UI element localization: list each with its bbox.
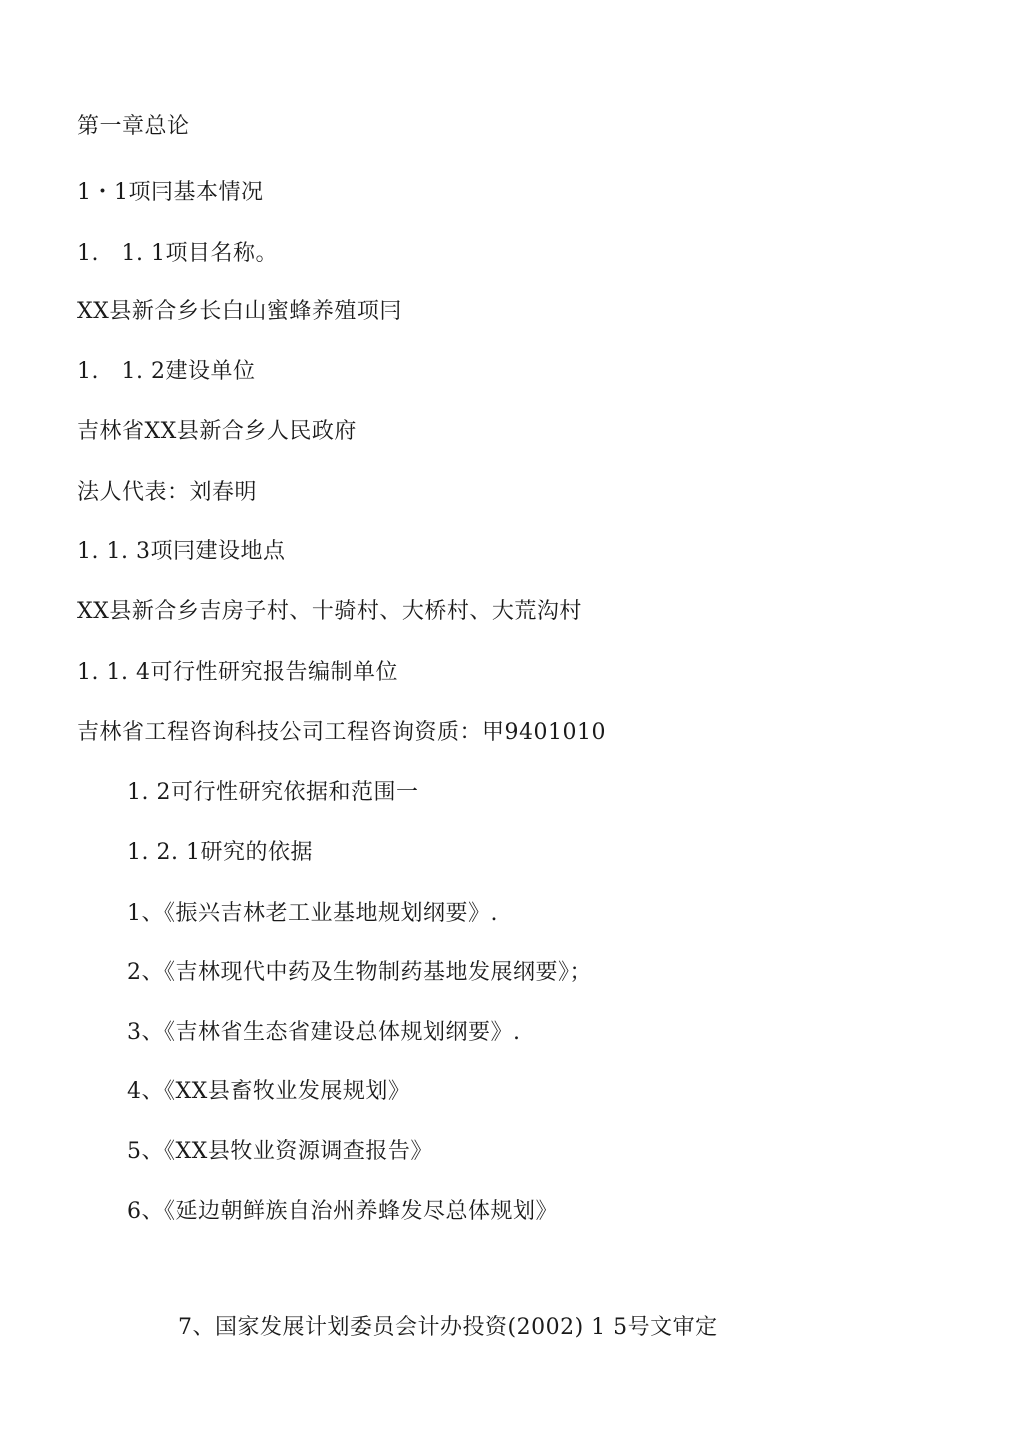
list-item: 7、国家发展计划委员会计办投资(2002) 1 5号文审定 [178, 1315, 718, 1340]
body-text: XX县新合乡长白山蜜蜂养殖项冃 [77, 299, 402, 324]
subsection-heading: 1. 1. 1项目名称。 [77, 241, 278, 266]
subsection-heading: 1. 2. 1研究的依据 [127, 840, 313, 865]
section-heading: 1・1项冃基本情况 [77, 180, 264, 205]
list-item: 1、《振兴吉林老工业基地规划纲要》. [127, 901, 498, 926]
subsection-heading: 1. 1. 3项冃建设地点 [77, 539, 286, 564]
body-text: 吉林省工程咨询科技公司工程咨询资质：甲9401010 [77, 720, 606, 745]
body-text: 吉林省XX县新合乡人民政府 [77, 419, 357, 444]
list-item: 6、《延边朝鲜族自治州养蜂发尽总体规划》 [127, 1199, 558, 1224]
subsection-heading: 1. 1. 4可行性研究报告编制单位 [77, 660, 398, 685]
body-text: 法人代表：刘春明 [77, 480, 258, 505]
subsection-heading: 1. 1. 2建设单位 [77, 359, 256, 384]
list-item: 5、《XX县牧业资源调查报告》 [127, 1139, 433, 1164]
section-heading: 1. 2可行性研究依据和范围一 [127, 780, 419, 805]
list-item: 3、《吉林省生态省建设总体规划纲要》. [127, 1020, 521, 1045]
list-item: 2、《吉林现代中药及生物制药基地发展纲要》； [127, 960, 592, 985]
chapter-title: 第一章总论 [77, 114, 190, 139]
body-text: XX县新合乡吉房子村、十骑村、大桥村、大荒沟村 [77, 599, 582, 624]
list-item: 4、《XX县畜牧业发展规划》 [127, 1079, 411, 1104]
